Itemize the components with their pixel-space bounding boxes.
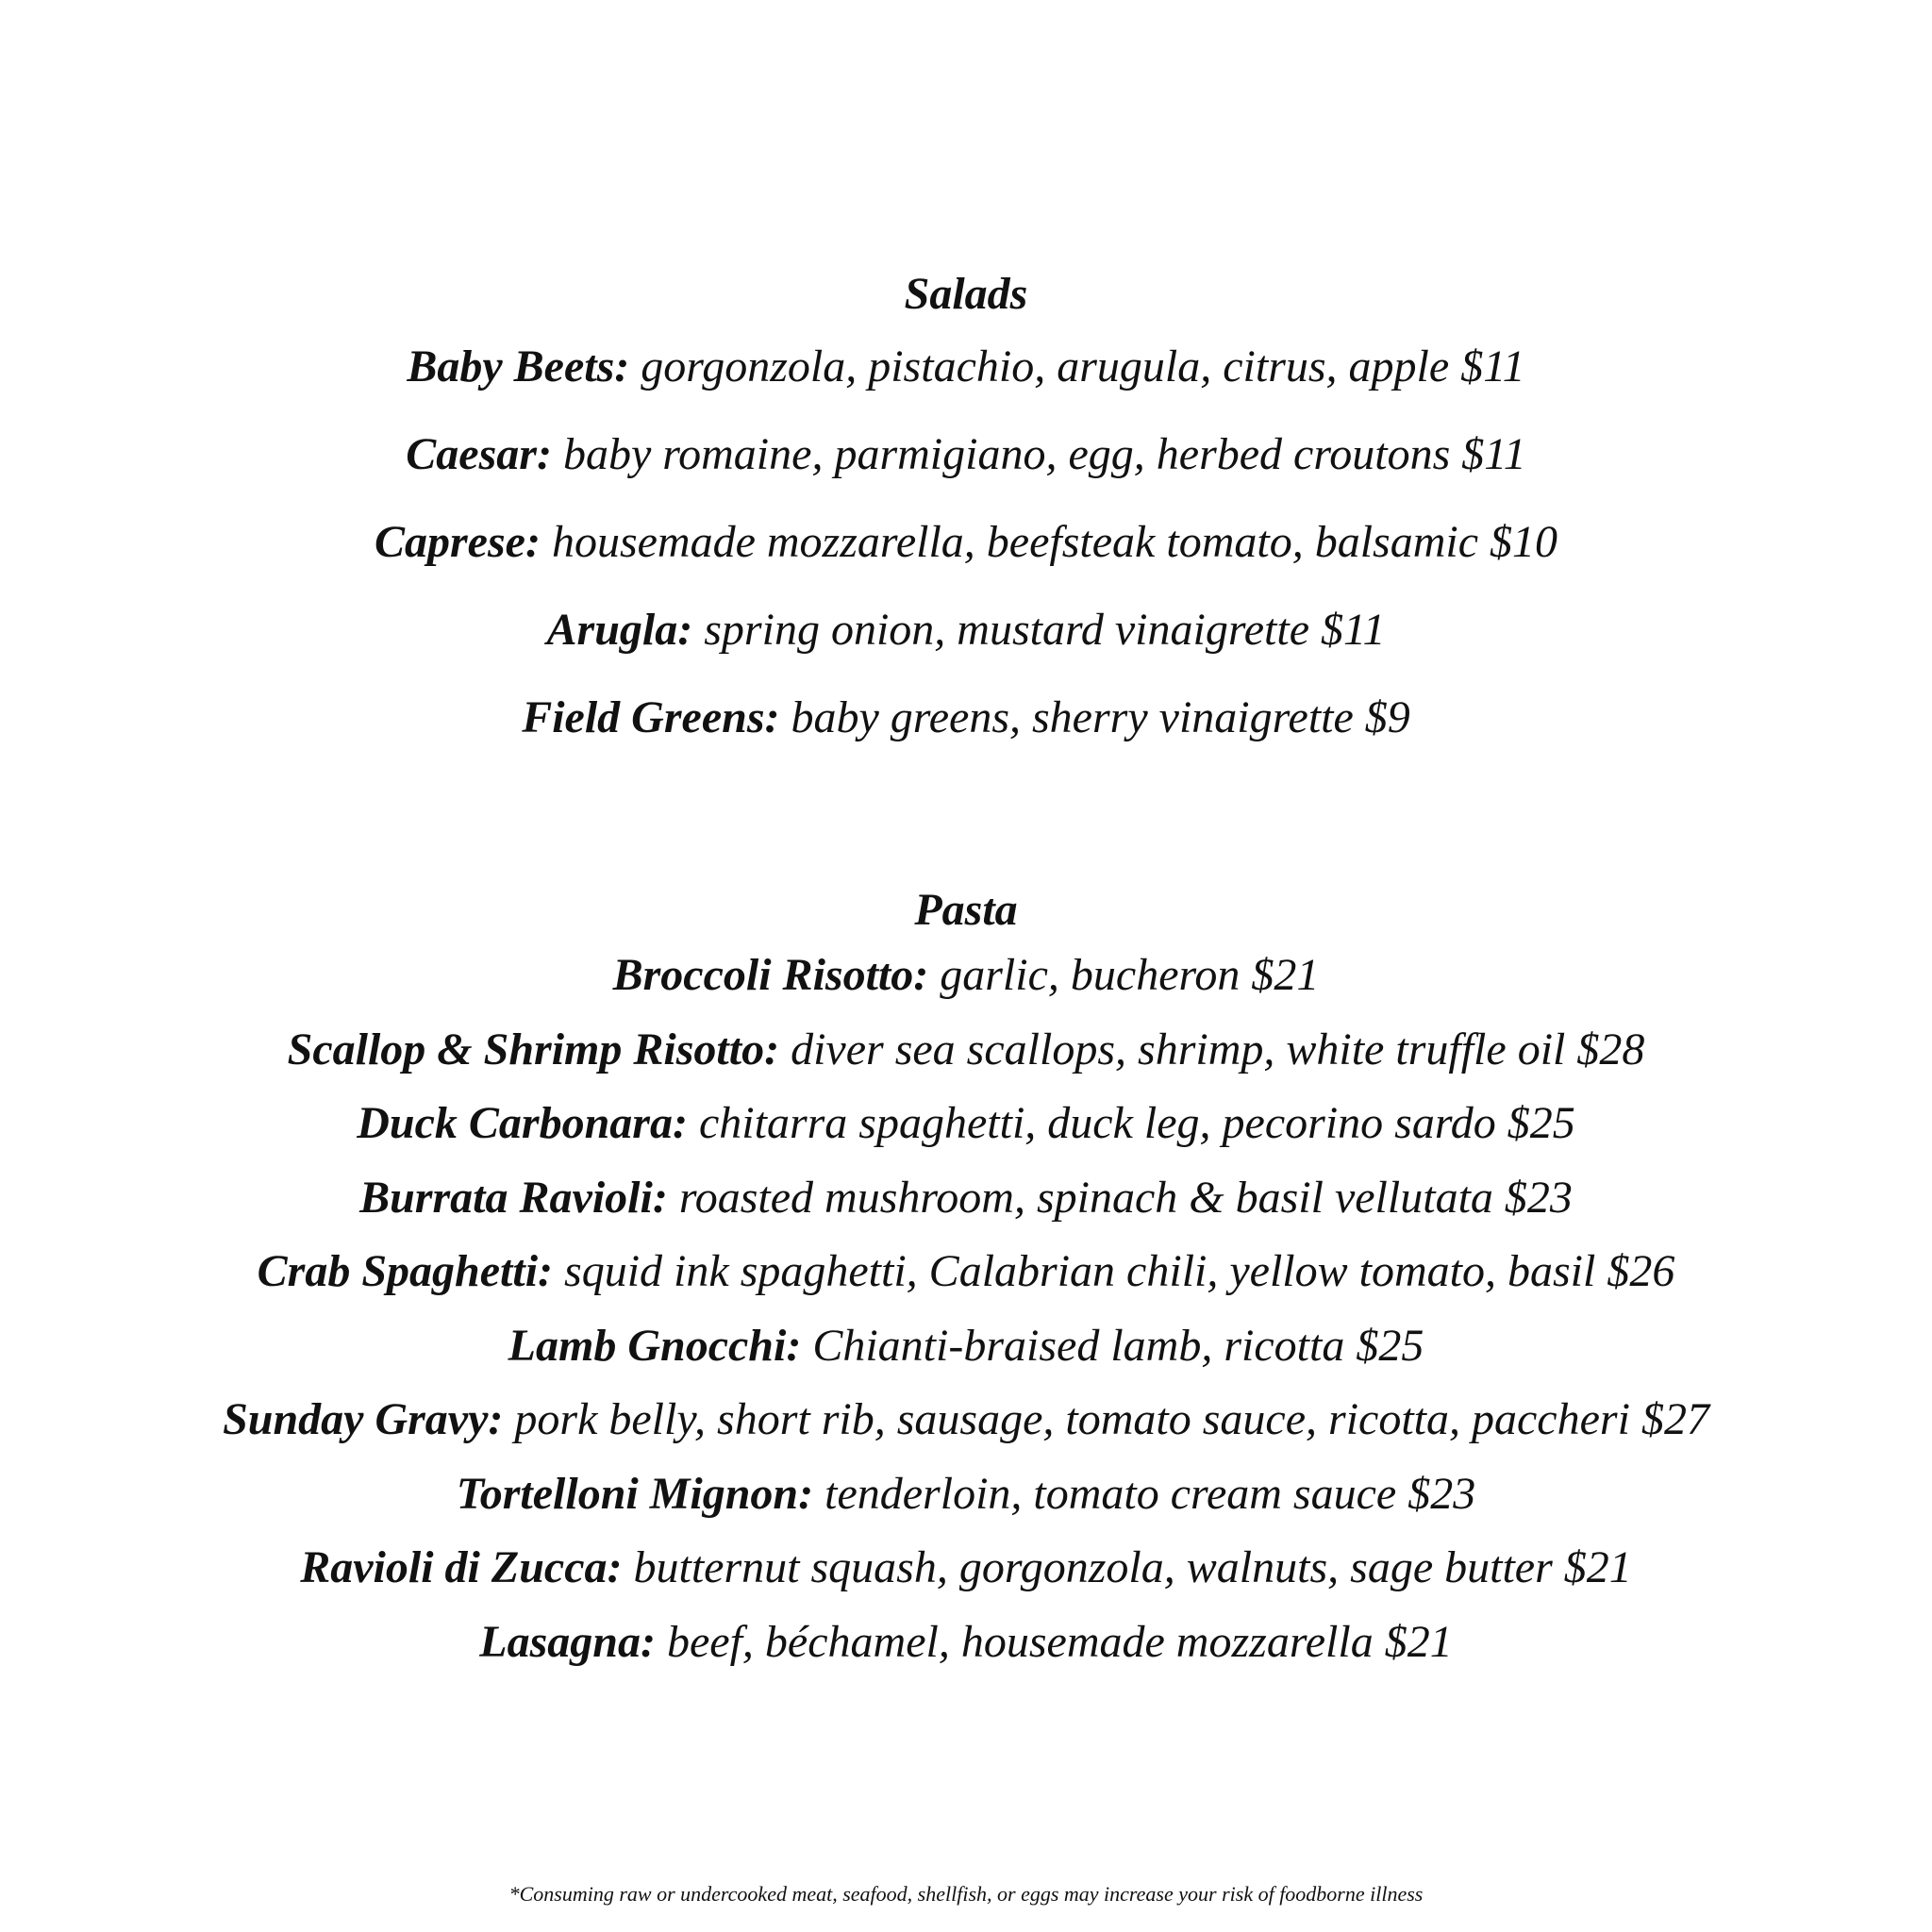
item-name: Caprese: (374, 517, 541, 567)
item-description: chitarra spaghetti, duck leg, pecorino sardo (698, 1098, 1496, 1148)
item-description: squid ink spaghetti, Calabrian chili, yellow tomato, basil (564, 1246, 1596, 1296)
menu-item (0, 410, 1932, 498)
menu-item (0, 1161, 1932, 1236)
item-description: housemade mozzarella, beefsteak tomato, balsamic (551, 517, 1479, 567)
item-price: $26 (1607, 1246, 1675, 1296)
item-price: $21 (1251, 950, 1320, 1000)
pasta-list (0, 939, 1932, 1679)
item-description: baby greens, sherry vinaigrette (791, 692, 1354, 742)
menu-item (0, 586, 1932, 674)
salads-section (0, 266, 1932, 761)
menu-item (0, 1457, 1932, 1532)
item-description: gorgonzola, pistachio, arugula, citrus, apple (641, 341, 1450, 391)
item-name: Caesar: (406, 429, 552, 479)
item-price: $10 (1490, 517, 1558, 567)
item-price: $11 (1321, 605, 1386, 655)
item-name: Crab Spaghetti: (257, 1246, 554, 1296)
menu-item (0, 674, 1932, 761)
item-description: spring onion, mustard vinaigrette (704, 605, 1310, 655)
pasta-section (0, 882, 1932, 1679)
menu-item (0, 1531, 1932, 1606)
menu-item (0, 1235, 1932, 1309)
item-name: Lamb Gnocchi: (508, 1320, 802, 1371)
item-description: tenderloin, tomato cream sauce (824, 1468, 1397, 1519)
item-name: Field Greens: (522, 692, 780, 742)
item-name: Sunday Gravy: (223, 1394, 504, 1444)
menu-item (0, 1383, 1932, 1457)
salads-list (0, 323, 1932, 761)
item-price: $9 (1364, 692, 1410, 742)
item-price: $11 (1460, 341, 1525, 391)
item-price: $23 (1407, 1468, 1476, 1519)
menu-item (0, 939, 1932, 1013)
item-name: Ravioli di Zucca: (300, 1542, 623, 1592)
salads-heading: Salads (904, 269, 1028, 319)
item-description: Chianti-braised lamb, ricotta (812, 1320, 1345, 1371)
item-price: $11 (1461, 429, 1526, 479)
item-description: baby romaine, parmigiano, egg, herbed croutons (562, 429, 1451, 479)
item-description: butternut squash, gorgonzola, walnuts, sage butter (633, 1542, 1553, 1592)
item-description: pork belly, short rib, sausage, tomato sauce, ricotta, paccheri (514, 1394, 1630, 1444)
menu-item (0, 1013, 1932, 1088)
item-price: $27 (1641, 1394, 1709, 1444)
item-name: Baby Beets: (407, 341, 630, 391)
item-name: Duck Carbonara: (357, 1098, 688, 1148)
pasta-heading: Pasta (914, 885, 1018, 935)
item-price: $21 (1384, 1616, 1453, 1667)
item-description: garlic, bucheron (940, 950, 1241, 1000)
item-name: Scallop & Shrimp Risotto: (287, 1024, 780, 1074)
item-description: roasted mushroom, spinach & basil vellutata (678, 1172, 1493, 1223)
menu-item (0, 1309, 1932, 1384)
menu-item (0, 1087, 1932, 1161)
item-price: $21 (1563, 1542, 1632, 1592)
foodborne-illness-disclaimer: *Consuming raw or undercooked meat, seafood, shellfish, or eggs may increase your risk of foodborne illness (508, 1882, 1424, 1906)
item-description: beef, béchamel, housemade mozzarella (666, 1616, 1374, 1667)
item-price: $23 (1504, 1172, 1573, 1223)
item-price: $25 (1507, 1098, 1575, 1148)
item-description: diver sea scallops, shrimp, white truffle oil (791, 1024, 1566, 1074)
menu-item (0, 498, 1932, 586)
menu-item (0, 1606, 1932, 1680)
item-name: Tortelloni Mignon: (456, 1468, 814, 1519)
item-name: Broccoli Risotto: (612, 950, 929, 1000)
menu-item (0, 323, 1932, 410)
item-name: Lasagna: (479, 1616, 656, 1667)
item-name: Burrata Ravioli: (359, 1172, 668, 1223)
item-price: $25 (1356, 1320, 1424, 1371)
item-name: Arugla: (546, 605, 693, 655)
item-price: $28 (1576, 1024, 1645, 1074)
